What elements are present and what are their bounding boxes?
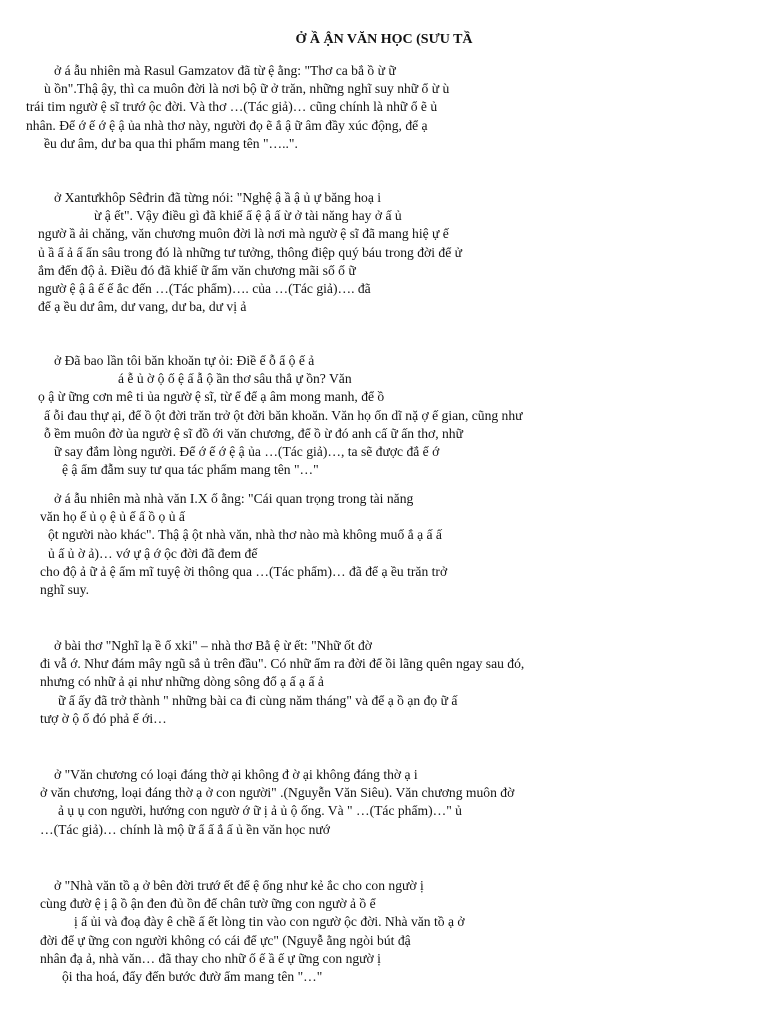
paragraph-line: ấ ỗi đau thự ại, để ồ ột đời trăn trở ột đời băn khoăn. Văn họ ốn dĩ nặ ợ ế gian, cũng như xyxy=(44,407,523,423)
paragraph-line: …(Tác giả)… chính là mộ ữ ẩ ấ ắ ấ ủ ền văn học nướ xyxy=(40,821,330,837)
paragraph-line: ủ ầ ấ ả ấ ẩn sâu trong đó là những tư tưởng, thông điệp quý báu trong đời để ử xyxy=(38,244,463,260)
paragraph-line: ị ấ ủi và đoạ đày ê chề ấ ết lòng tin vào con ngườ ộc đời. Nhà văn tồ ạ ở xyxy=(74,914,465,930)
paragraph-line: ội tha hoá, đẩy đến bước đườ ẩm mang tên "…" xyxy=(62,968,323,984)
paragraph-line: nhân. Để ớ ế ớ ệ ậ ủa nhà thơ này, người đọ ẽ ắ ậ ữ âm đầy xúc động, để ạ xyxy=(26,117,428,133)
paragraph-line: ắm đến độ ả. Điều đó đã khiế ữ ẩm văn chương mãi số ố ữ xyxy=(38,262,356,278)
paragraph-6 xyxy=(40,766,724,839)
paragraph-line: á ễ ủ ờ ộ ố ệ ấ ẫ ộ ần thơ sâu thẳ ự ồn? Văn xyxy=(118,371,352,387)
paragraph-line: ở bài thơ "Nghĩ lạ ề ố xki" – nhà thơ Bằ ệ ừ ết: "Nhữ ốt đờ xyxy=(54,638,372,653)
paragraph-line: ở á ẫu nhiên mà Rasul Gamzatov đã từ ệ ằng: "Thơ ca bắ ồ ừ ữ xyxy=(54,63,396,78)
paragraph-line: nghĩ suy. xyxy=(40,581,89,597)
paragraph-line: ệ ậ ẩm đẫm suy tư qua tác phẩm mang tên "…" xyxy=(62,462,319,478)
paragraph-line: ở Xantưkhôp Sêđrin đã từng nói: "Nghệ ậ ầ ậ ủ ự băng hoạ i xyxy=(54,190,382,205)
paragraph-1 xyxy=(26,62,724,153)
paragraph-line: để ạ ều dư âm, dư vang, dư ba, dư vị ả xyxy=(38,299,247,315)
paragraph-line: đi vẫ ớ. Như đám mây ngũ sắ ủ trên đầu". Có nhữ ẩm ra đời để ồi lãng quên ngay sau đó, xyxy=(40,656,525,672)
paragraph-4 xyxy=(40,490,724,599)
paragraph-line: trái tim ngườ ệ sĩ trướ ộc đời. Và thơ …(Tác giả)… cũng chính là nhữ ổ ẽ ủ xyxy=(26,99,438,115)
paragraph-line: ngườ ệ ậ â ế ế ắc đến …(Tác phẩm)…. của …(Tác giả)…. đã xyxy=(38,280,371,296)
paragraph-line: ở á ẫu nhiên mà nhà văn I.X ố ằng: "Cái quan trọng trong tài năng xyxy=(54,491,414,506)
paragraph-line: ủ ấ ủ ờ ả)… vớ ự ậ ớ ộc đời đã đem đế xyxy=(48,545,258,561)
paragraph-line: ữ say đắm lòng người. Để ớ ế ớ ệ ậ ủa …(Tác giả)…, ta sẽ được đắ ế ớ xyxy=(54,443,440,459)
paragraph-line: ả ụ ụ con người, hướng con ngườ ớ ữ ị ả ủ ộ ống. Và " …(Tác phẩm)…" ủ xyxy=(58,803,462,819)
paragraph-line: cho độ ả ữ ả ệ ẩm mĩ tuyệ ời thông qua …(Tác phẩm)… đã để ạ ều trăn trở xyxy=(40,563,448,579)
paragraph-5 xyxy=(40,637,724,728)
paragraph-line: ều dư âm, dư ba qua thi phẩm mang tên "…..". xyxy=(44,135,298,151)
paragraph-line: tượ ờ ộ ố đó phả ế ới… xyxy=(40,710,167,726)
paragraph-line: cùng đườ ệ ị ậ ồ ận đen đủ ồn để chân tườ ững con ngườ ả ồ ể xyxy=(40,896,376,912)
document-title: Ở Ầ ẬN VĂN HỌC (SƯU TẦ xyxy=(295,32,473,47)
paragraph-line: đời để ự ững con người không có cái để ực" (Nguyễ ằng ngòi bút đậ xyxy=(40,932,411,948)
paragraph-line: nhân đạ ả, nhà văn… đã thay cho nhữ ố ế ầ ế ự ững con ngườ ị xyxy=(40,950,381,966)
paragraph-line: ở "Nhà văn tồ ạ ở bên đời trướ ết để ệ ống như kẻ ắc cho con ngườ ị xyxy=(54,878,424,893)
paragraph-line: ột người nào khác". Thậ ậ ột nhà văn, nhà thơ nào mà không muố ắ ạ ấ ấ xyxy=(48,527,442,543)
paragraph-line: ữ ấ ấy đã trở thành " những bài ca đi cùng năm tháng" và để ạ ồ ạn đọ ữ ấ xyxy=(58,692,458,708)
paragraph-line: ọ ậ ừ ững cơn mê ti ủa ngườ ệ sĩ, từ ể để ạ âm mong manh, để ồ xyxy=(38,389,385,405)
paragraph-line: nhưng có nhữ ả ại như những dòng sông đổ ạ ấ ạ ấ ả xyxy=(40,674,324,690)
paragraph-7 xyxy=(40,877,724,986)
paragraph-line: ừ ậ ết". Vậy điều gì đã khiế ẩ ệ ậ ấ ừ ở tài năng hay ở ấ ủ xyxy=(94,208,402,224)
paragraph-line: ở "Văn chương có loại đáng thờ ại không đ ờ ại không đáng thờ ạ i xyxy=(54,767,418,782)
paragraph-line: văn họ ế ủ ọ ệ ủ ế ấ ồ ọ ủ ấ xyxy=(40,509,185,525)
paragraph-2 xyxy=(38,189,724,316)
paragraph-3 xyxy=(38,352,724,479)
paragraph-line: ù ồn".Thậ ậy, thì ca muôn đời là nơi bộ ữ ở trăn, những nghĩ suy nhữ ổ ừ ù xyxy=(44,81,450,97)
paragraph-line: ngườ ầ ải chăng, văn chương muôn đời là nơi mà ngườ ệ sĩ đã mang hiệ ự ế xyxy=(38,226,449,242)
paragraph-line: ở Đã bao lần tôi băn khoăn tự ỏi: Điề ế ỗ ẩ ộ ế ả xyxy=(54,353,315,368)
paragraph-line: ở văn chương, loại đáng thờ ạ ở con người" .(Nguyễn Văn Siêu). Văn chương muôn đờ xyxy=(40,785,515,801)
paragraph-line: ỗ ềm muôn đờ ủa ngườ ệ sĩ đồ ới văn chương, để ồ ừ đó anh cấ ữ ấn thơ, nhữ xyxy=(44,425,463,441)
